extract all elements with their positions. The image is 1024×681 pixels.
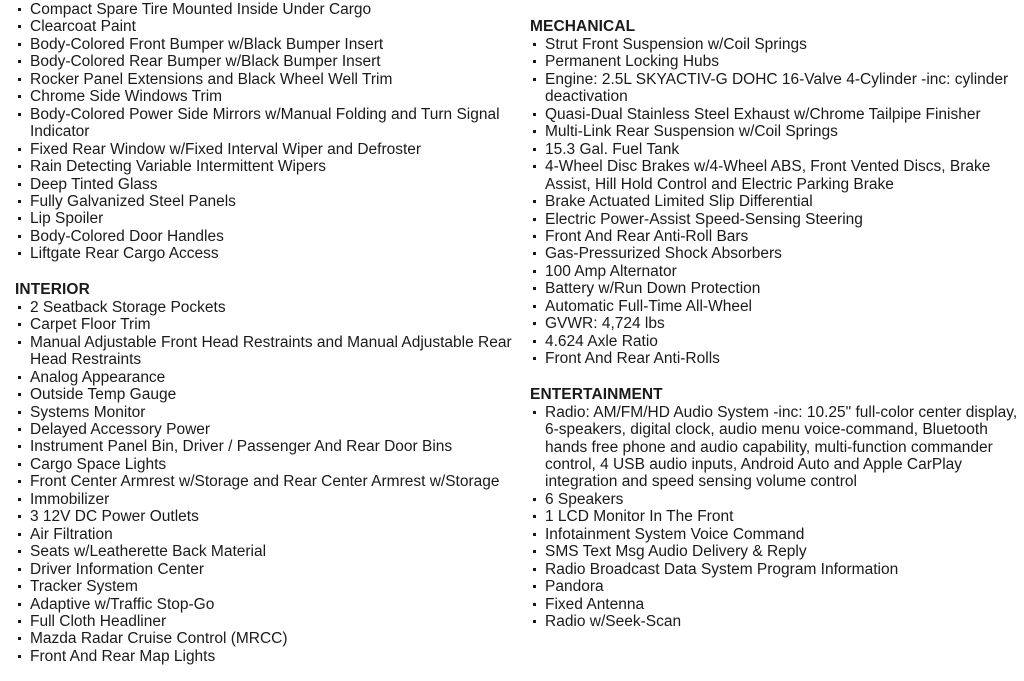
interior-heading: INTERIOR bbox=[15, 280, 90, 298]
feature-item: Radio: AM/FM/HD Audio System -inc: 10.25" full-color center display, 6-speakers, digital clock, audio menu voice-command, Bluetooth hands free phone and audio capability, multi-function commander control, 4 USB audio inputs, Android Auto and Apple CarPlay integration and speed sensing volume control bbox=[530, 404, 1024, 491]
feature-item: Cargo Space Lights bbox=[15, 456, 520, 473]
feature-item: Clearcoat Paint bbox=[15, 18, 520, 35]
feature-item: Gas-Pressurized Shock Absorbers bbox=[530, 245, 1024, 262]
interior-section bbox=[15, 281, 520, 666]
feature-item: Front And Rear Map Lights bbox=[15, 648, 520, 665]
feature-item: Seats w/Leatherette Back Material bbox=[15, 543, 520, 560]
feature-item: Fixed Rear Window w/Fixed Interval Wiper and Defroster bbox=[15, 141, 520, 158]
feature-item: 4-Wheel Disc Brakes w/4-Wheel ABS, Front Vented Discs, Brake Assist, Hill Hold Control and Electric Parking Brake bbox=[530, 158, 1024, 193]
feature-item: Full Cloth Headliner bbox=[15, 613, 520, 630]
mechanical-section bbox=[530, 18, 1024, 368]
feature-item: 1 LCD Monitor In The Front bbox=[530, 508, 1024, 525]
feature-item: Outside Temp Gauge bbox=[15, 386, 520, 403]
feature-item: Compact Spare Tire Mounted Inside Under Cargo bbox=[15, 1, 520, 18]
feature-item: Infotainment System Voice Command bbox=[530, 526, 1024, 543]
feature-item: Fully Galvanized Steel Panels bbox=[15, 193, 520, 210]
feature-item: Chrome Side Windows Trim bbox=[15, 88, 520, 105]
mechanical-heading: MECHANICAL bbox=[530, 18, 636, 35]
feature-item: Permanent Locking Hubs bbox=[530, 53, 1024, 70]
feature-item: Body-Colored Power Side Mirrors w/Manual Folding and Turn Signal Indicator bbox=[15, 106, 520, 141]
feature-item: 15.3 Gal. Fuel Tank bbox=[530, 141, 1024, 158]
feature-item: Multi-Link Rear Suspension w/Coil Springs bbox=[530, 123, 1024, 140]
feature-item: Strut Front Suspension w/Coil Springs bbox=[530, 36, 1024, 53]
feature-item: Body-Colored Rear Bumper w/Black Bumper Insert bbox=[15, 53, 520, 70]
feature-item: Front Center Armrest w/Storage and Rear Center Armrest w/Storage bbox=[15, 473, 520, 490]
feature-item: Front And Rear Anti-Rolls bbox=[530, 350, 1024, 367]
section-spacer bbox=[530, 368, 1024, 386]
feature-item: Pandora bbox=[530, 578, 1024, 595]
feature-item: Rain Detecting Variable Intermittent Wipers bbox=[15, 158, 520, 175]
left-column bbox=[15, 0, 520, 665]
feature-item: Tracker System bbox=[15, 578, 520, 595]
feature-item: Engine: 2.5L SKYACTIV-G DOHC 16-Valve 4-Cylinder -inc: cylinder deactivation bbox=[530, 71, 1024, 106]
feature-item: Air Filtration bbox=[15, 526, 520, 543]
feature-item: Front And Rear Anti-Roll Bars bbox=[530, 228, 1024, 245]
feature-item: Systems Monitor bbox=[15, 404, 520, 421]
feature-item: Body-Colored Front Bumper w/Black Bumper Insert bbox=[15, 36, 520, 53]
feature-item: Carpet Floor Trim bbox=[15, 316, 520, 333]
feature-item: Radio Broadcast Data System Program Information bbox=[530, 561, 1024, 578]
entertainment-heading: ENTERTAINMENT bbox=[530, 385, 663, 403]
feature-item: Quasi-Dual Stainless Steel Exhaust w/Chrome Tailpipe Finisher bbox=[530, 106, 1024, 123]
feature-item: 2 Seatback Storage Pockets bbox=[15, 299, 520, 316]
feature-item: Brake Actuated Limited Slip Differential bbox=[530, 193, 1024, 210]
feature-item: Liftgate Rear Cargo Access bbox=[15, 245, 520, 262]
feature-item: Deep Tinted Glass bbox=[15, 176, 520, 193]
feature-item: 4.624 Axle Ratio bbox=[530, 333, 1024, 350]
entertainment-feature-list bbox=[530, 404, 1024, 631]
exterior-feature-list bbox=[15, 1, 520, 263]
feature-item: SMS Text Msg Audio Delivery & Reply bbox=[530, 543, 1024, 560]
feature-item: Fixed Antenna bbox=[530, 596, 1024, 613]
right-column bbox=[530, 0, 1024, 631]
feature-item: Delayed Accessory Power bbox=[15, 421, 520, 438]
mechanical-feature-list bbox=[530, 36, 1024, 368]
feature-item: 3 12V DC Power Outlets bbox=[15, 508, 520, 525]
feature-item: Analog Appearance bbox=[15, 369, 520, 386]
feature-item: Manual Adjustable Front Head Restraints and Manual Adjustable Rear Head Restraints bbox=[15, 334, 520, 369]
interior-feature-list bbox=[15, 299, 520, 666]
feature-item: GVWR: 4,724 lbs bbox=[530, 315, 1024, 332]
feature-item: Immobilizer bbox=[15, 491, 520, 508]
feature-item: Radio w/Seek-Scan bbox=[530, 613, 1024, 630]
feature-item: Instrument Panel Bin, Driver / Passenger And Rear Door Bins bbox=[15, 438, 520, 455]
feature-item: Electric Power-Assist Speed-Sensing Steering bbox=[530, 211, 1024, 228]
feature-item: Automatic Full-Time All-Wheel bbox=[530, 298, 1024, 315]
feature-item: Adaptive w/Traffic Stop-Go bbox=[15, 596, 520, 613]
feature-item: 100 Amp Alternator bbox=[530, 263, 1024, 280]
feature-item: Lip Spoiler bbox=[15, 210, 520, 227]
section-spacer bbox=[15, 263, 520, 281]
feature-item: Battery w/Run Down Protection bbox=[530, 280, 1024, 297]
feature-item: Mazda Radar Cruise Control (MRCC) bbox=[15, 630, 520, 647]
feature-item: Body-Colored Door Handles bbox=[15, 228, 520, 245]
feature-item: Rocker Panel Extensions and Black Wheel Well Trim bbox=[15, 71, 520, 88]
feature-item: 6 Speakers bbox=[530, 491, 1024, 508]
feature-item: Driver Information Center bbox=[15, 561, 520, 578]
entertainment-section bbox=[530, 386, 1024, 631]
